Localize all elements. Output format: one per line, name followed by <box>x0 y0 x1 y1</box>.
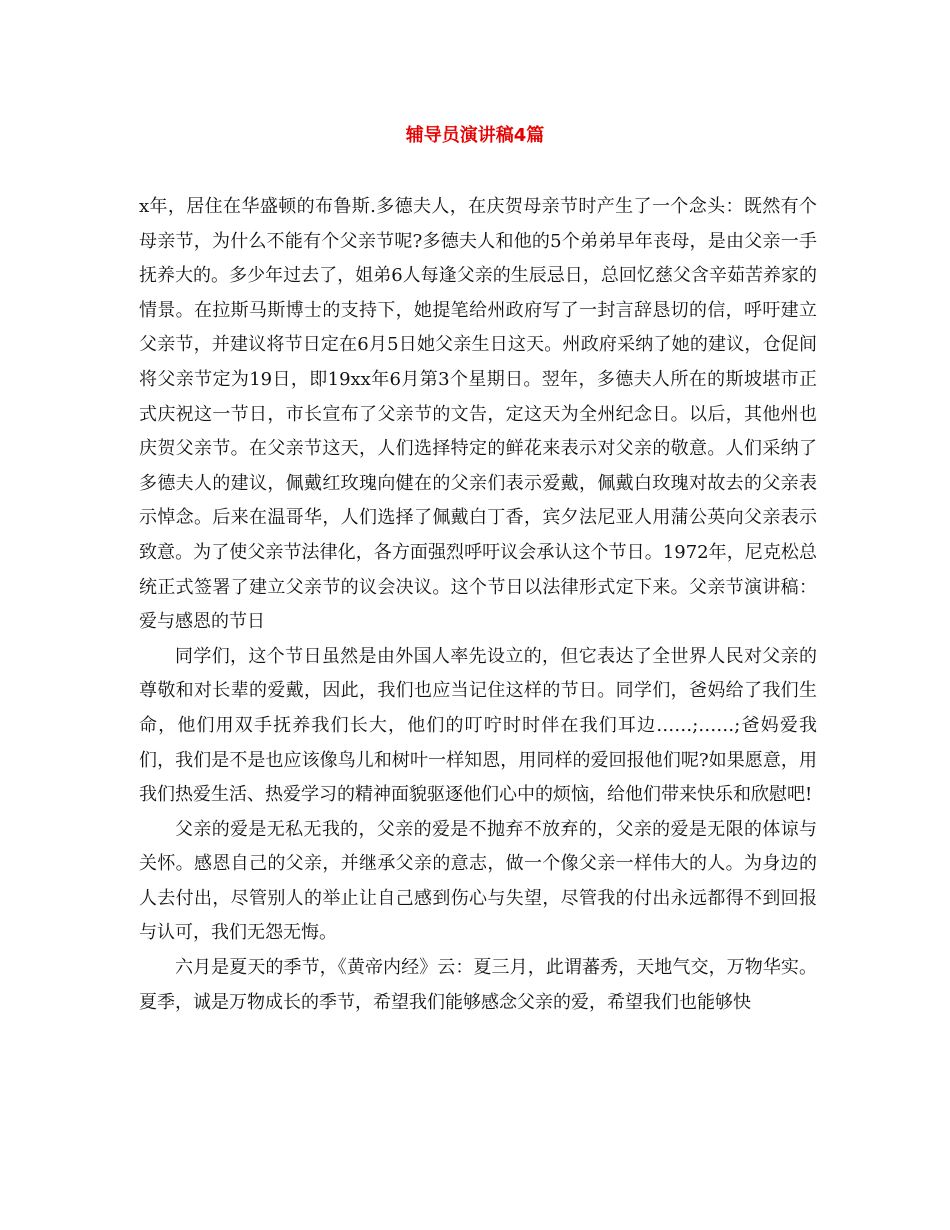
document-title: 辅导员演讲稿4篇 <box>405 125 545 146</box>
paragraph-4: 六月是夏天的季节，《黄帝内经》云：夏三月，此谓蕃秀，天地气交，万物华实。夏季，诚是万物成长的季节，希望我们能够感念父亲的爱，希望我们也能够快 <box>139 957 817 1013</box>
document-body <box>139 190 817 1020</box>
paragraph-1: x年，居住在华盛顿的布鲁斯.多德夫人，在庆贺母亲节时产生了一个念头：既然有个母亲节，为什么不能有个父亲节呢?多德夫人和他的5个弟弟早年丧母，是由父亲一手抚养大的。多少年过去了，姐弟6人每逢父亲的生辰忌日，总回忆慈父含辛茹苦养家的情景。在拉斯马斯博士的支持下，她提笔给州政府写了一封言辞恳切的信，呼吁建立父亲节，并建议将节日定在6月5日她父亲生日这天。州政府采纳了她的建议，仓促间将父亲节定为19日，即19xx年6月第3个星期日。翌年，多德夫人所在的斯坡堪市正式庆祝这一节日，市长宣布了父亲节的文告，定这天为全州纪念日。以后，其他州也庆贺父亲节。在父亲节这天，人们选择特定的鲜花来表示对父亲的敬意。人们采纳了多德夫人的建议，佩戴红玫瑰向健在的父亲们表示爱戴，佩戴白玫瑰对故去的父亲表示悼念。后来在温哥华，人们选择了佩戴白丁香，宾夕法尼亚人用蒲公英向父亲表示致意。为了使父亲节法律化，各方面强烈呼吁议会承认这个节日。1972年，尼克松总统正式签署了建立父亲节的议会决议。这个节日以法律形式定下来。父亲节演讲稿：爱与感恩的节日 <box>139 196 817 633</box>
paragraph-3: 父亲的爱是无私无我的，父亲的爱是不抛弃不放弃的，父亲的爱是无限的体谅与关怀。感恩自己的父亲，并继承父亲的意志，做一个像父亲一样伟大的人。为身边的人去付出，尽管别人的举止让自己感到伤心与失望，尽管我的付出永远都得不到回报与认可，我们无怨无悔。 <box>139 818 817 944</box>
paragraph-2: 同学们，这个节日虽然是由外国人率先设立的，但它表达了全世界人民对父亲的尊敬和对长辈的爱戴，因此，我们也应当记住这样的节日。同学们，爸妈给了我们生命，他们用双手抚养我们长大，他们的叮咛时时伴在我们耳边……;……;爸妈爱我们，我们是不是也应该像鸟儿和树叶一样知恩，用同样的爱回报他们呢?如果愿意，用我们热爱生活、热爱学习的精神面貌驱逐他们心中的烦恼，给他们带来快乐和欣慰吧! <box>139 645 817 806</box>
